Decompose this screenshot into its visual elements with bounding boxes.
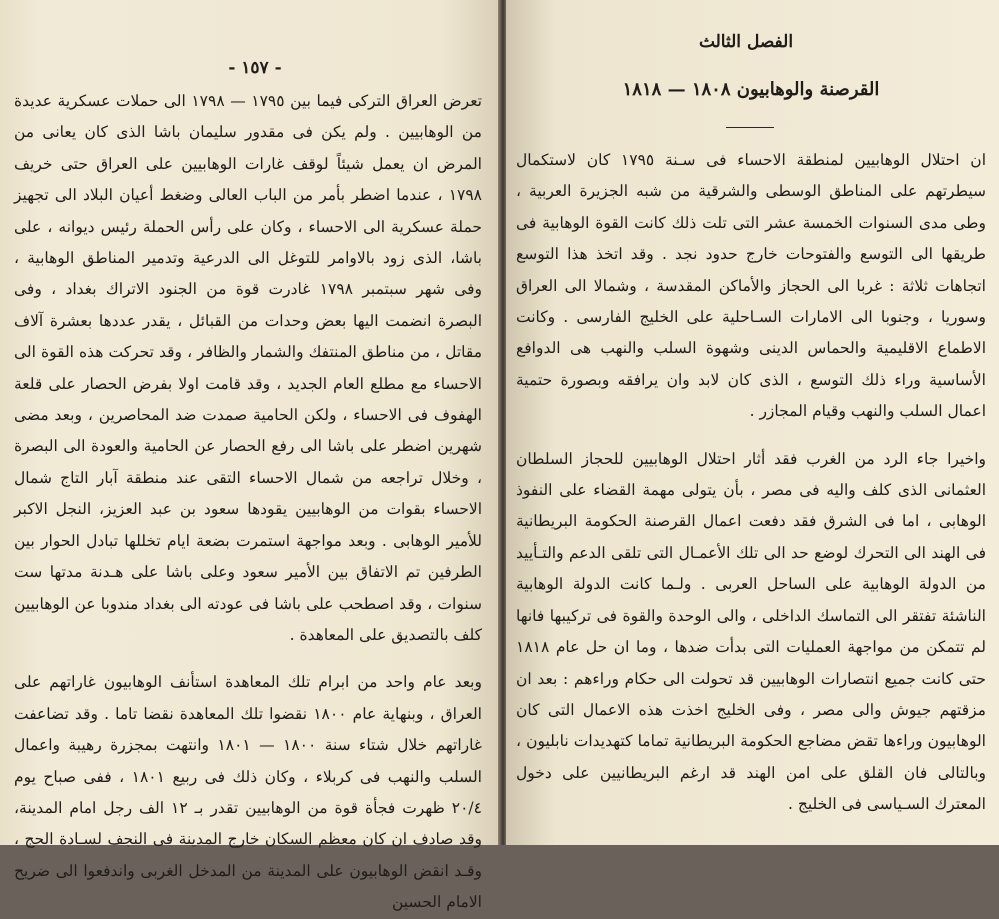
chapter-subtitle: القرصنة والوهابيون ١٨٠٨ — ١٨١٨ (622, 79, 880, 100)
paragraph-gap (516, 428, 986, 444)
page-number: - ١٥٧ - (228, 58, 282, 78)
paragraph-gap (14, 651, 482, 667)
right-page-body (516, 145, 986, 821)
right-paragraph-1: ان احتلال الوهابيين لمنطقة الاحساء فى سـنة ١٧٩٥ كان لاستكمال سيطرتهم على المناطق الوسطى والشرقية من شبه الجزيرة العربية ، وطى مدى السنوات الخمسة عشر التى تلت ذلك كانت القوة الوهابية فى طريقها الى التوسع والفتوحات خارج حدود نجد . وقد اتخذ هذا التوسع اتجاهات ثلاثة : غربا الى الحجاز والأماكن المقدسة ، وشمالا الى العراق وسوريا ، وجنوبا الى الامارات السـاحلية على الخليج الفارسى . وكانت الاطماع الاقليمية والحماس الدينى وشهوة السلب والنهب هى الدوافع الأساسية وراء ذلك التوسع ، الذى كان لابد وان يرافقه وبصورة حتمية اعمال السلب والنهب وقيام المجازر . (516, 151, 986, 421)
title-divider (726, 127, 774, 128)
right-page (506, 0, 999, 845)
chapter-title: الفصل الثالث (698, 32, 794, 52)
left-paragraph-1: تعرض العراق التركى فيما بين ١٧٩٥ — ١٧٩٨ الى حملات عسكرية عديدة من الوهابيين . ولم يكن فى مقدور سليمان باشا الذى كان يعانى من المرض ان يعمل شيئاً لوقف غارات الوهابيين على العراق حتى خريف ١٧٩٨ ، عندما اضطر بأمر من الباب العالى وضغط أعيان البلاد الى تجهيز حملة عسكرية الى الاحساء ، وكان على رأس الحملة رئيس ديوانه ، على باشا، الذى زود بالاوامر للتوغل الى الدرعية وتدمير المناطق الوهابية ، وفى شهر سبتمبر ١٧٩٨ غادرت قوة من الجنود الاتراك بغداد ، وفى البصرة انضمت اليها بعض وحدات من القبائل ، يقدر عددها بعشرة آلاف مقاتل ، من مناطق المنتفك والشمار والظافر ، وقد تحركت هذه القوة الى الاحساء مع مطلع العام الجديد ، وقد قامت اولا بفرض الحصار على قلعة الهفوف فى الاحساء ، ولكن الحامية صمدت ضد المحاصرين ، وبعد مضى شهرين اضطر على باشا الى رفع الحصار عن الحامية والعودة الى البصرة ، وخلال تراجعه من شمال الاحساء التقى عند منطقة آبار التاج شمال الاحساء بقوات من الوهابيين يقودها سعود بن عبد العزيز، النجل الاكبر للأمير الوهابى . وبعد مواجهة استمرت بضعة ايام تخللها تبادل الحوار بين الطرفين تم الاتفاق بين الأمير سعود وعلى باشا على هـدنة مدتها ست سنوات ، وقد اصطحب على باشا فى عودته الى بغداد مندوبا عن الوهابيين كلف بالتصديق على المعاهدة . (14, 92, 483, 644)
left-page-body (14, 86, 482, 919)
left-page (0, 0, 500, 912)
left-paragraph-2: وبعد عام واحد من ابرام تلك المعاهدة استأنف الوهابيون غاراتهم على العراق ، وبنهاية عام ١٨٠٠ نقضوا تلك المعاهدة نقضا تاما . وقد تضاعفت غاراتهم خلال شتاء سنة ١٨٠٠ — ١٨٠١ وانتهت بمجزرة رهيبة واعمال السلب والنهب فى كربلاء ، وكان ذلك فى ربيع ١٨٠١ ، ففى صباح يوم ٢٠/٤ ظهرت فجأة قوة من الوهابيين تقدر بـ ١٢ الف رجل امام المدينة، وقد صادف ان كان معظم السكان خارج المدينة فى النجف لسـادة الحج ، وقـد انقض الوهابيون على المدينة من المدخل الغربى واندفعوا الى ضريح الامام الحسين (14, 673, 482, 912)
right-paragraph-2: واخيرا جاء الرد من الغرب فقد أثار احتلال الوهابيين للحجاز السلطان العثمانى الذى كلف واليه فى مصر ، بأن يتولى مهمة القضاء على النفوذ الوهابى ، اما فى الشرق فقد دفعت اعمال القرصنة الحكومة البريطانية فى الهند الى التحرك لوضع حد الى تلك الأعمـال التى تلقى الدعم والتـأييد من الدولة الوهابية على الساحل العربى . ولـما كانت الدولة الوهابية الناشئة تفتقر الى التماسك الداخلى ، والى الوحدة والقوة فى تركيبها فانها لم تتمكن من مواجهة العمليات التى بدأت ضدها ، وما ان حل عام ١٨١٨ حتى كانت جميع انتصارات الوهابيين قد تحولت الى حكام وراءهم : بعد ان مزقتهم جيوش والى مصر ، وفى الخليج اخذت هذه الاعمال التى كان الوهابيون وراءها تقض مضاجع الحكومة البريطانية تماما كتهديدات نابليون ، وبالتالى فان القلق على امن الهند قد ارغم البريطانيين على دخول المعترك السـياسى فى الخليج . (516, 449, 986, 814)
